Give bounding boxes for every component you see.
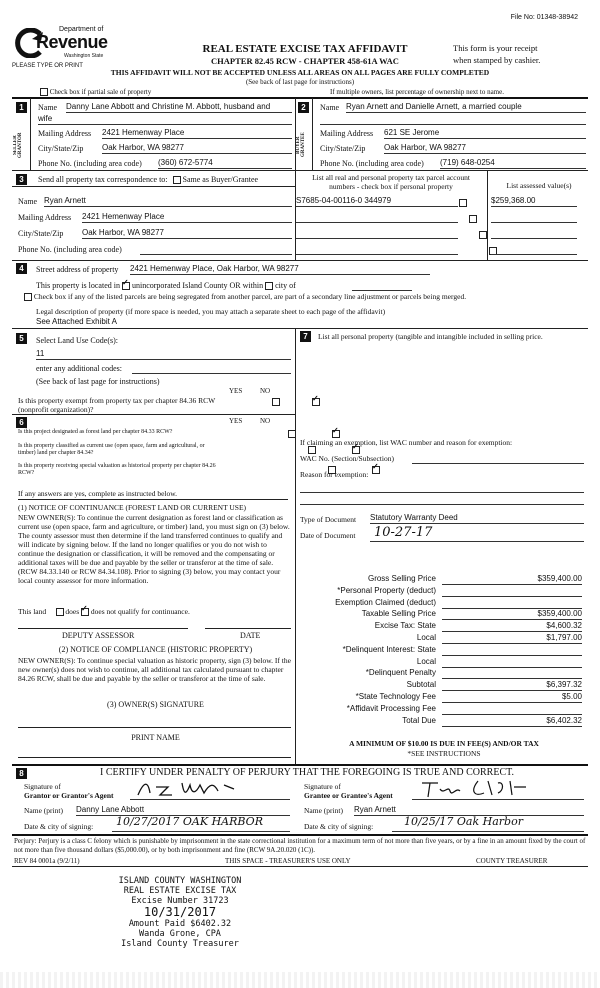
dor-logo: [12, 26, 127, 66]
fee-label: Total Due: [402, 715, 436, 725]
does-label: does: [65, 607, 80, 616]
reason-field-2[interactable]: [300, 494, 584, 505]
see-instructions: *SEE INSTRUCTIONS: [407, 749, 481, 758]
certify-statement: I CERTIFY UNDER PENALTY OF PERJURY THAT THE FOREGOING IS TRUE AND CORRECT.: [100, 767, 514, 778]
parcel-header-1: List all real and personal property tax parcel account: [312, 173, 470, 182]
exempt-yes-checkbox[interactable]: [272, 398, 280, 406]
form-title: REAL ESTATE EXCISE TAX AFFIDAVIT: [202, 43, 408, 55]
exempt-no-checkbox[interactable]: [312, 398, 320, 406]
fee-value[interactable]: $6,402.32: [442, 716, 582, 727]
land-use-code[interactable]: 11: [36, 349, 291, 360]
s6-yes-header: YES: [229, 417, 243, 425]
street-label: Street address of property: [36, 265, 119, 274]
corr-city[interactable]: Oak Harbor, WA 98277: [82, 228, 292, 239]
reason-label: Reason for exemption:: [300, 470, 369, 479]
corr-phone[interactable]: [140, 244, 292, 255]
historic-question: Is this property receiving special valuation as historical property per chapter 84.26 RCW?: [18, 463, 216, 476]
s5-yes-header: YES: [229, 387, 243, 395]
print-name-line[interactable]: [18, 757, 291, 758]
grantee-sig-label-2: Grantee or Grantee's Agent: [304, 791, 393, 800]
section-6-number: 6: [16, 417, 27, 428]
fee-row: [300, 621, 582, 633]
rev-number: REV 84 0001a (9/2/11): [14, 857, 80, 865]
stamp-tax-type: REAL ESTATE EXCISE TAX: [123, 886, 237, 896]
parcel-header: [296, 173, 486, 191]
same-as-buyer-checkbox[interactable]: [173, 176, 181, 184]
same-as-buyer-label: Same as Buyer/Grantee: [182, 175, 259, 184]
additional-codes[interactable]: [132, 363, 291, 374]
buyer-side-label: BUYER GRANTEE: [296, 132, 306, 158]
grantee-signature[interactable]: [412, 785, 584, 800]
partial-sale-label: Check box if partial sale of property: [49, 88, 152, 96]
logo-top: Department of: [59, 26, 104, 33]
grantee-date-label: Date & city of signing:: [304, 822, 374, 831]
corr-city-label: City/State/Zip: [18, 229, 64, 238]
section-2-number: 2: [298, 102, 309, 113]
city-checkbox[interactable]: [265, 282, 273, 290]
parcel-2[interactable]: [296, 212, 458, 223]
exempt-question: Is this property exempt from property tax per chapter 84.36 RCW (nonprofit organization)?: [18, 396, 216, 414]
minimum-note: A MINIMUM OF $10.00 IS DUE IN FEE(S) AND/OR TAX: [349, 739, 539, 748]
fee-value[interactable]: $6,397.32: [442, 680, 582, 691]
wac-field[interactable]: [412, 453, 584, 464]
seller-side-label: SELLER GRANTOR: [13, 132, 23, 158]
buyer-name-label: Name: [320, 103, 340, 112]
this-land-label: This land: [18, 607, 47, 616]
corr-name-label: Name: [18, 197, 38, 206]
fee-value[interactable]: [442, 704, 582, 715]
fee-row: [300, 692, 582, 704]
corr-phone-label: Phone No. (including area code): [18, 245, 122, 254]
fee-value[interactable]: $4,600.32: [442, 621, 582, 632]
doc-date: 10-27-17: [374, 525, 433, 540]
fee-label: Subtotal: [406, 680, 436, 690]
additional-codes-label: enter any additional codes:: [36, 364, 122, 373]
fee-label: Gross Selling Price: [367, 574, 436, 583]
current-use-question: Is this property classified as current use (open space, farm and agricultural, or timber) land per chapter 84.34?: [18, 443, 205, 456]
does-not-checkbox[interactable]: [81, 608, 89, 616]
fee-value[interactable]: [442, 598, 582, 609]
fee-row: [300, 609, 582, 621]
warning: THIS AFFIDAVIT WILL NOT BE ACCEPTED UNLESS ALL AREAS ON ALL PAGES ARE FULLY COMPLETED: [110, 68, 490, 77]
buyer-city-label: City/State/Zip: [320, 144, 366, 153]
fee-row: [300, 633, 582, 645]
land-use-label: Select Land Use Code(s):: [36, 336, 118, 345]
fee-label: *Personal Property (deduct): [337, 585, 436, 595]
stamp-title: Island County Treasurer: [121, 939, 239, 949]
grantor-date-label: Date & city of signing:: [24, 822, 94, 831]
if-yes-note: If any answers are yes, complete as instructed below.: [18, 489, 178, 498]
seller-mailing-label: Mailing Address: [38, 129, 92, 138]
fee-label: Excise Tax: State: [374, 621, 436, 631]
treasurer-only: THIS SPACE - TREASURER'S USE ONLY: [225, 857, 351, 865]
fee-row: [300, 598, 582, 610]
grantee-name[interactable]: Ryan Arnett: [354, 805, 584, 816]
notice1-title: (1) NOTICE OF CONTINUANCE (FOREST LAND OR CURRENT USE): [18, 503, 247, 512]
parcel-2-checkbox[interactable]: [469, 215, 477, 223]
forest-question: Is this project designated as forest land per chapter 84.33 RCW?: [18, 429, 173, 435]
please-type: PLEASE TYPE OR PRINT: [12, 63, 83, 69]
grantor-date-city: 10/27/2017 OAK HARBOR: [116, 815, 263, 828]
stamp-excise-number: Excise Number 31723: [131, 896, 229, 906]
grantor-date-field[interactable]: [112, 817, 290, 832]
segregated-line: [24, 292, 466, 301]
grantee-date-field[interactable]: [392, 817, 584, 832]
grantee-name-label: Name (print): [304, 806, 343, 815]
stamp-date: 10/31/2017: [143, 905, 217, 919]
grantor-sig-label-1: Signature of: [24, 782, 61, 791]
fee-value[interactable]: [442, 657, 582, 668]
located-pre: This property is located in: [36, 281, 120, 290]
current-use-no-checkbox[interactable]: [352, 446, 360, 454]
fee-row: [300, 716, 582, 728]
fee-label: Taxable Selling Price: [361, 609, 436, 619]
fee-value[interactable]: $1,797.00: [442, 633, 582, 644]
grantor-name-label: Name (print): [24, 806, 63, 815]
parcel-4[interactable]: [296, 244, 458, 255]
multiple-owners: If multiple owners, list percentage of ownership next to name.: [330, 88, 504, 96]
qualify-label: qualify for continuance.: [117, 607, 190, 616]
receipt-note-2: when stamped by cashier.: [453, 55, 541, 65]
parcel-1[interactable]: S7685-04-00116-0 344979: [296, 196, 458, 207]
seller-phone[interactable]: (360) 672-5774: [158, 158, 292, 169]
wac-label: WAC No. (Section/Subsection): [300, 454, 394, 463]
fee-row: [300, 680, 582, 692]
assessed-header: List assessed value(s): [506, 181, 572, 190]
grantee-date-city: 10/25/17 Oak Harbor: [404, 815, 523, 828]
fee-row: [300, 586, 582, 598]
stamp-county: ISLAND COUNTY WASHINGTON: [118, 876, 242, 886]
section-7-number: 7: [300, 331, 311, 342]
seller-name-label: Name: [38, 103, 58, 112]
section-3-number: 3: [16, 174, 27, 185]
see-back: (See back of last page for instructions): [245, 78, 355, 86]
fee-value[interactable]: $359,400.00: [442, 574, 582, 585]
doc-date-label: Date of Document: [300, 531, 356, 540]
unincorporated-checkbox[interactable]: [122, 282, 130, 290]
notice2-body: NEW OWNER(S): To continue special valuation as historic property, sign (3) below. If the new owner(s) does not wish to continue, all additional tax calculated pursuant to chapter 84.26 RCW, shall be due and payable by the seller or transferor at the time of sale.: [18, 656, 291, 683]
fee-label: Local: [416, 656, 436, 666]
grantor-signature-scribble: [134, 779, 274, 799]
legal-label: Legal description of property (if more space is needed, you may attach a separate sheet to each page of the affidavit): [36, 307, 386, 316]
located-line: [36, 281, 296, 290]
receipt-note-1: This form is your receipt: [453, 43, 538, 53]
assessed-value-1[interactable]: $259,368.00: [491, 196, 577, 207]
fee-label: *Affidavit Processing Fee: [346, 703, 436, 713]
segregated-text: Check box if any of the listed parcels are being segregated from another parcel, are part of a secondary line adjustment or parcels being merged.: [33, 292, 467, 301]
exemption-label: If claiming an exemption, list WAC number and reason for exemption:: [300, 438, 513, 447]
fee-value[interactable]: $5.00: [442, 692, 582, 703]
parcel-3[interactable]: [296, 228, 458, 239]
owner-signature-line[interactable]: [18, 727, 291, 728]
logo-sub: Washington State: [64, 53, 104, 59]
legal-value[interactable]: See Attached Exhibit A: [36, 317, 117, 326]
fees-table: [300, 574, 582, 727]
buyer-city[interactable]: Oak Harbor, WA 98277: [384, 143, 586, 154]
fee-row: [300, 657, 582, 669]
fee-row: [300, 704, 582, 716]
notice2-title: (2) NOTICE OF COMPLIANCE (HISTORIC PROPERTY): [58, 645, 253, 654]
corr-mailing-label: Mailing Address: [18, 213, 72, 222]
seller-name-cont[interactable]: wife: [38, 114, 292, 125]
does-checkbox[interactable]: [56, 608, 64, 616]
corr-name[interactable]: Ryan Arnett: [44, 196, 292, 207]
buyer-mailing[interactable]: 621 SE Jerome: [384, 128, 586, 139]
seller-phone-label: Phone No. (including area code): [38, 159, 142, 168]
corr-mailing[interactable]: 2421 Hemenway Place: [82, 212, 292, 223]
buyer-phone-label: Phone No. (including area code): [320, 159, 424, 168]
fee-label: Local: [416, 632, 436, 642]
county-treasurer-label: COUNTY TREASURER: [476, 857, 548, 865]
scan-edge: [0, 972, 600, 988]
continuance-line: [18, 607, 190, 616]
seller-city-label: City/State/Zip: [38, 144, 84, 153]
located-post: city of: [275, 281, 296, 290]
forest-no-checkbox[interactable]: [332, 430, 340, 438]
partial-sale: [40, 88, 151, 96]
stamp-amount: Amount Paid $6402.32: [128, 919, 232, 929]
deputy-assessor-label: DEPUTY ASSESSOR: [62, 631, 135, 640]
grantor-sig-label-2: Grantor or Grantor's Agent: [24, 791, 114, 800]
owner-signature-label: (3) OWNER(S) SIGNATURE: [107, 700, 204, 709]
form-subtitle: CHAPTER 82.45 RCW - CHAPTER 458-61A WAC: [211, 56, 399, 66]
does-not-label: does not: [90, 607, 117, 616]
perjury-note: Perjury: Perjury is a class C felony which is punishable by imprisonment in the state correctional institution for a maximum term of not more than five years, or by a fine in an amount fixed by the court of not more than five thousand dollars ($5,000.00), or by both imprisonment and fine (RCW 9A.20.020 (1C)).: [14, 837, 586, 854]
fee-value[interactable]: [442, 645, 582, 656]
fee-label: Exemption Claimed (deduct): [335, 597, 436, 607]
segregated-checkbox[interactable]: [24, 293, 32, 301]
doc-date-field[interactable]: [370, 525, 584, 542]
grantor-name[interactable]: Danny Lane Abbott: [76, 805, 290, 816]
notice1-body: NEW OWNER(S): To continue the current designation as forest land or classification as current use (open space, farm and agriculture, or timber) land, you must sign on (3) below. The county assessor must then determine if the land transferred continues to qualify and will indicate by signing below. If the land no longer qualifies or you do not wish to continue the designation or classification, it will be removed and the compensating or additional taxes will be due and payable by the seller or transferor at the time of sale. (RCW 84.33.140 or RCW 84.34.108). Prior to signing (3) below, you may contact your local county assessor for more information.: [18, 513, 290, 585]
fee-label: *Delinquent Penalty: [365, 668, 436, 678]
fee-label: *State Technology Fee: [355, 691, 436, 701]
parcel-header-2: numbers - check box if personal property: [329, 182, 453, 191]
buyer-mailing-label: Mailing Address: [320, 129, 374, 138]
buyer-name[interactable]: Ryan Arnett and Danielle Arnett, a married couple: [346, 102, 586, 113]
stamp-signer: Wanda Grone, CPA: [139, 929, 221, 939]
seller-name[interactable]: Danny Lane Abbott and Christine M. Abbott, husband and: [66, 102, 292, 113]
correspondence-label: [38, 175, 258, 184]
parcel-1-checkbox[interactable]: [459, 199, 467, 207]
street-address[interactable]: 2421 Hemenway Place, Oak Harbor, WA 98277: [130, 264, 430, 275]
section-4-number: 4: [16, 263, 27, 274]
section-8-number: 8: [16, 768, 27, 779]
grantee-signature-scribble: [418, 777, 568, 799]
treasurer-stamp: [85, 876, 275, 949]
fee-row: [300, 668, 582, 680]
grantee-sig-label-1: Signature of: [304, 782, 341, 791]
print-name-label: PRINT NAME: [131, 733, 180, 742]
seller-city[interactable]: Oak Harbor, WA 98277: [102, 143, 292, 154]
section-1-number: 1: [16, 102, 27, 113]
assessed-value-3[interactable]: [491, 228, 577, 239]
correspondence-text: Send all property tax correspondence to:: [38, 175, 168, 184]
fee-value[interactable]: [442, 586, 582, 597]
grantor-signature[interactable]: [130, 785, 290, 800]
assessor-date-label: DATE: [240, 631, 261, 640]
personal-property-label: List all personal property (tangible and intangible included in selling price.: [318, 332, 543, 341]
buyer-name-cont[interactable]: [320, 114, 586, 125]
seller-mailing[interactable]: 2421 Hemenway Place: [102, 128, 292, 139]
assessed-value-2[interactable]: [491, 212, 577, 223]
s5-no-header: NO: [260, 387, 271, 395]
reason-field-1[interactable]: [300, 482, 584, 493]
current-use-yes-checkbox[interactable]: [308, 446, 316, 454]
historic-no-checkbox[interactable]: [372, 466, 380, 474]
parcel-3-checkbox[interactable]: [479, 231, 487, 239]
city-of-field[interactable]: [352, 280, 412, 291]
land-use-see-back: (See back of last page for instructions): [36, 377, 160, 386]
located-mid: unincorporated Island County OR within: [131, 281, 264, 290]
fee-value[interactable]: [442, 668, 582, 679]
fee-row: [300, 645, 582, 657]
doc-type-label: Type of Document: [300, 515, 357, 524]
fee-row: [300, 574, 582, 586]
buyer-phone[interactable]: (719) 648-0254: [440, 158, 586, 169]
logo-main: Revenue: [36, 32, 108, 52]
fee-label: *Delinquent Interest: State: [342, 644, 436, 654]
assessed-value-4[interactable]: [491, 244, 577, 255]
doc-type[interactable]: Statutory Warranty Deed: [370, 513, 584, 524]
s6-no-header: NO: [260, 417, 271, 425]
fee-value[interactable]: $359,400.00: [442, 609, 582, 620]
section-5-number: 5: [16, 333, 27, 344]
partial-sale-checkbox[interactable]: [40, 88, 48, 96]
file-number: File No: 01348-38942: [510, 14, 578, 21]
